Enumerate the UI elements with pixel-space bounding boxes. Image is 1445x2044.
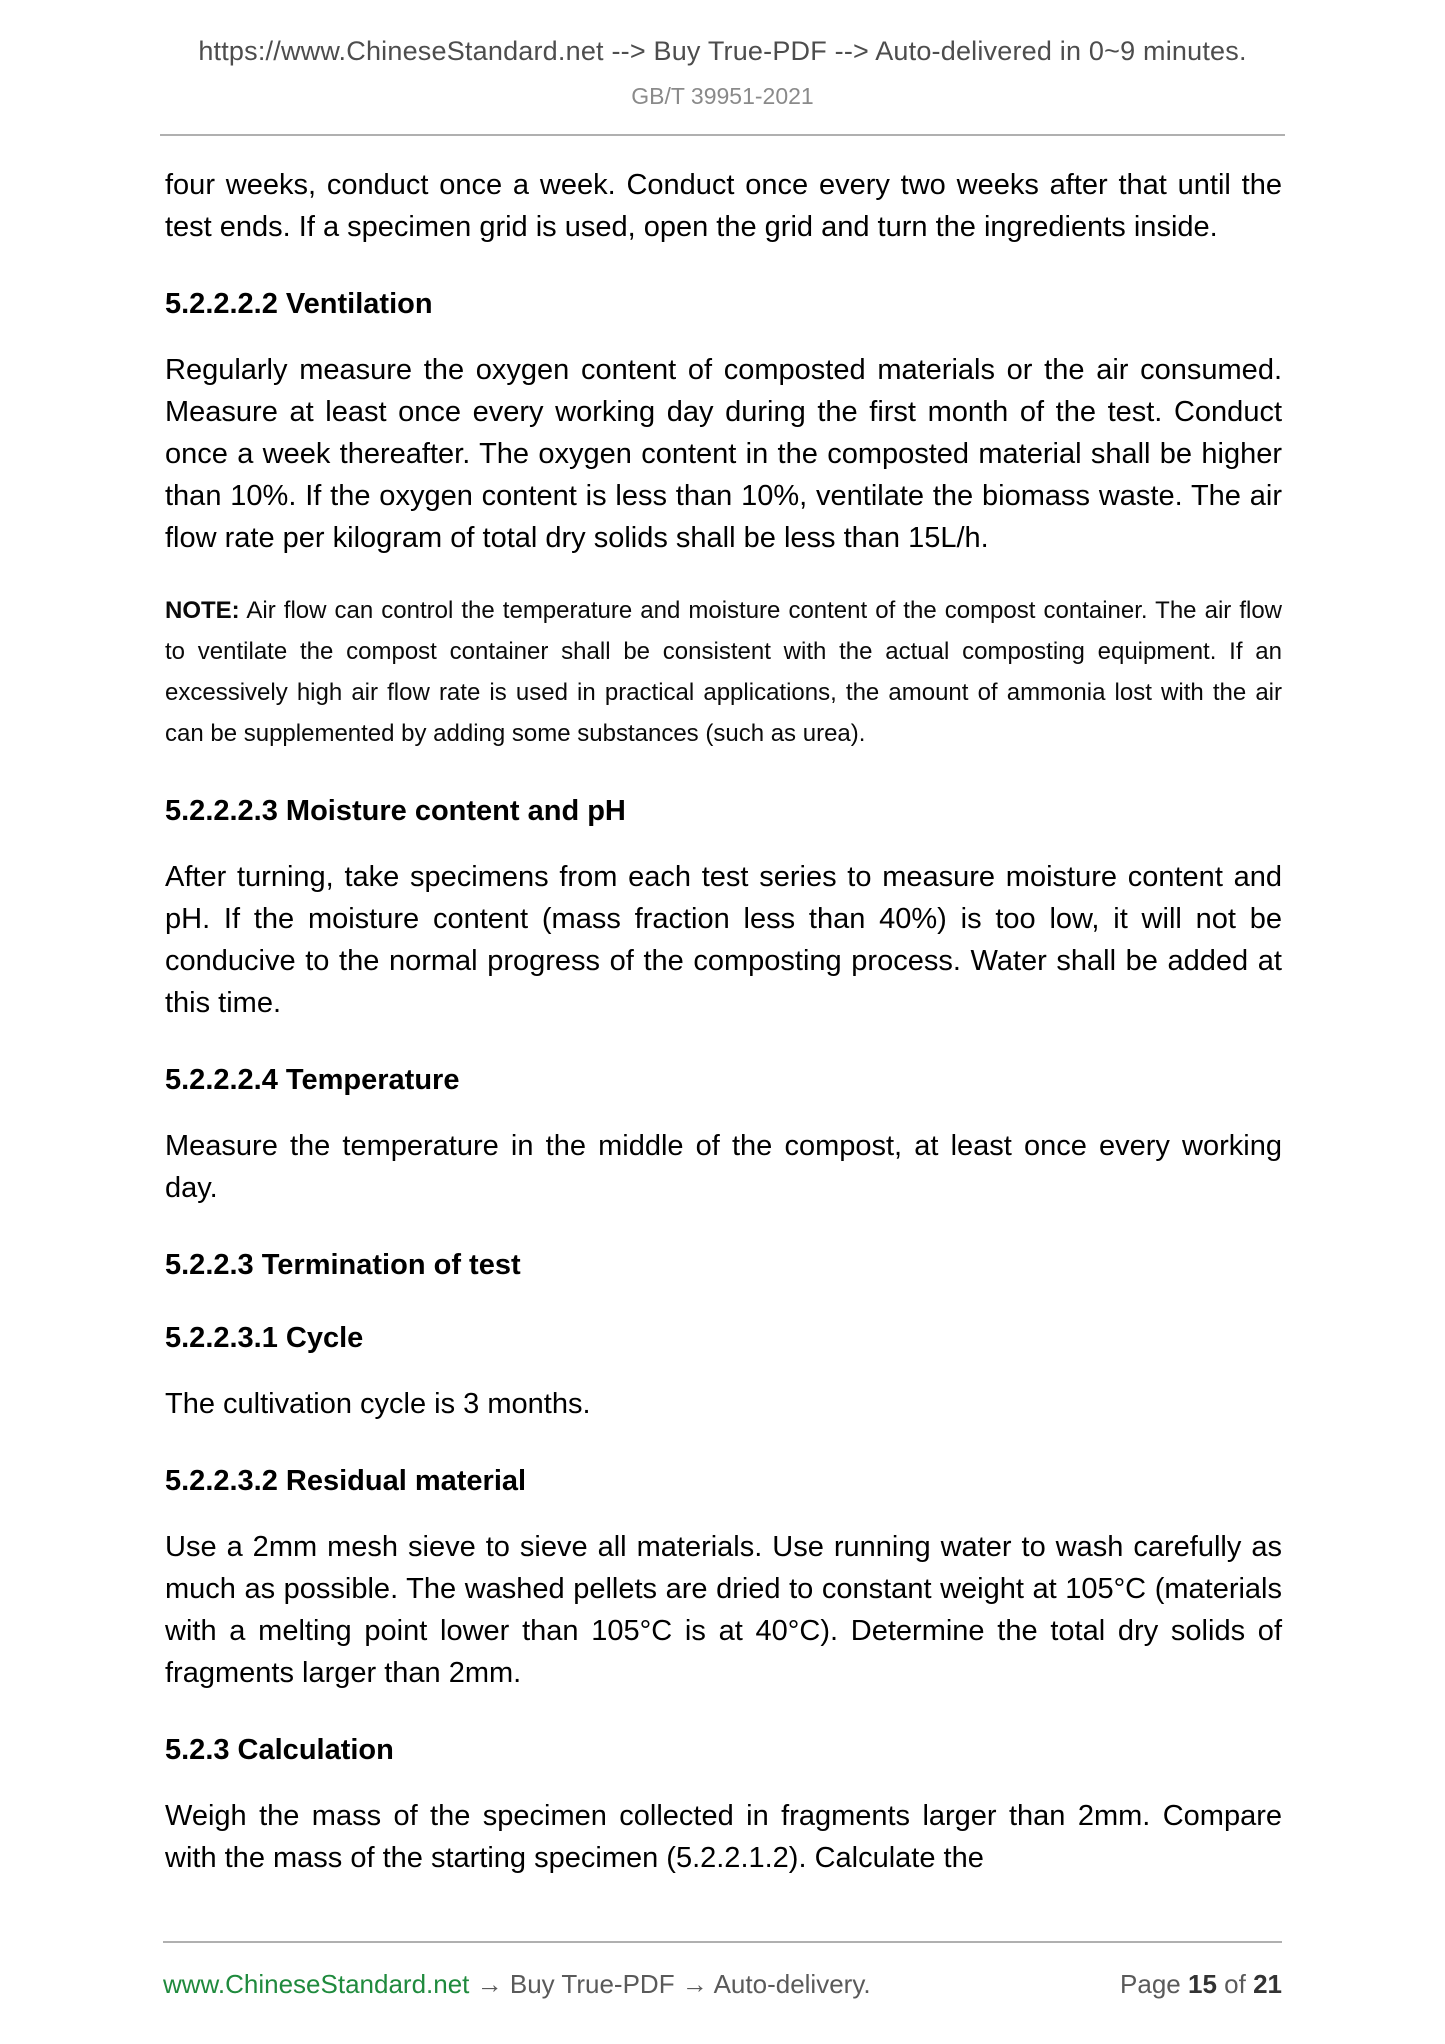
page-footer [163,1941,1282,2000]
paragraph-moisture: After turning, take specimens from each test series to measure moisture content and pH. If the moisture content (mass fraction less than 40%) is too low, it will not be conducive to the normal progress of the composting process. Water shall be added at this time. [165,860,1282,1019]
section-heading-ventilation: 5.2.2.2.2 Ventilation [165,288,433,321]
page-current: 15 [1188,1969,1217,1999]
page-indicator [1120,1969,1282,2000]
note-label: NOTE: [165,597,240,625]
paragraph-temperature: Measure the temperature in the middle of the compost, at least once every working day. [165,1129,1282,1204]
page-total: 21 [1253,1969,1282,1999]
paragraph-intro: four weeks, conduct once a week. Conduct once every two weeks after that until the test ends. If a specimen grid is used, open the grid and turn the ingredients inside. [165,169,1282,244]
top-divider [160,134,1285,136]
page-label: Page [1120,1969,1181,1999]
document-body [165,164,1282,1879]
page-header [0,0,1445,110]
document-number: GB/T 39951-2021 [631,83,814,109]
section-heading-temperature: 5.2.2.2.4 Temperature [165,1063,460,1096]
section-heading-termination: 5.2.2.3 Termination of test [165,1248,521,1281]
section-heading-cycle: 5.2.2.3.1 Cycle [165,1321,364,1354]
page-of-label: of [1224,1969,1246,1999]
footer-divider [163,1941,1282,1943]
paragraph-calculation: Weigh the mass of the specimen collected in fragments larger than 2mm. Compare with the mass of the starting specimen (5.2.2.1.2). Calculate the [165,1800,1282,1875]
section-heading-moisture: 5.2.2.2.3 Moisture content and pH [165,794,626,827]
footer-source-line [163,1969,871,2000]
footer-site-link[interactable]: www.ChineseStandard.net [163,1969,470,1999]
paragraph-residual: Use a 2mm mesh sieve to sieve all materials. Use running water to wash carefully as much as possible. The washed pellets are dried to constant weight at 105°C (materials with a melting point lower than 105°C is at 40°C). Determine the total dry solids of fragments larger than 2mm. [165,1530,1282,1689]
section-heading-residual: 5.2.2.3.2 Residual material [165,1464,527,1497]
paragraph-cycle: The cultivation cycle is 3 months. [165,1387,591,1420]
footer-tagline: → Buy True-PDF → Auto-delivery. [476,1969,871,1999]
section-heading-calculation: 5.2.3 Calculation [165,1734,394,1767]
header-url-line: https://www.ChineseStandard.net --> Buy True-PDF --> Auto-delivered in 0~9 minutes. [198,36,1247,66]
note-text: Air flow can control the temperature and moisture content of the compost container. The air flow to ventilate the compost container shall be consistent with the actual composting equipment. If an excessively high air flow rate is used in practical applications, the amount of ammonia lost with the air can be supplemented by adding some substances (such as urea). [165,597,1283,747]
note-paragraph [165,591,1282,754]
paragraph-ventilation: Regularly measure the oxygen content of composted materials or the air consumed. Measure at least once every working day during the first month of the test. Conduct once a week thereafter. The oxygen content in the composted material shall be higher than 10%. If the oxygen content is less than 10%, ventilate the biomass waste. The air flow rate per kilogram of total dry solids shall be less than 15L/h. [165,354,1282,555]
